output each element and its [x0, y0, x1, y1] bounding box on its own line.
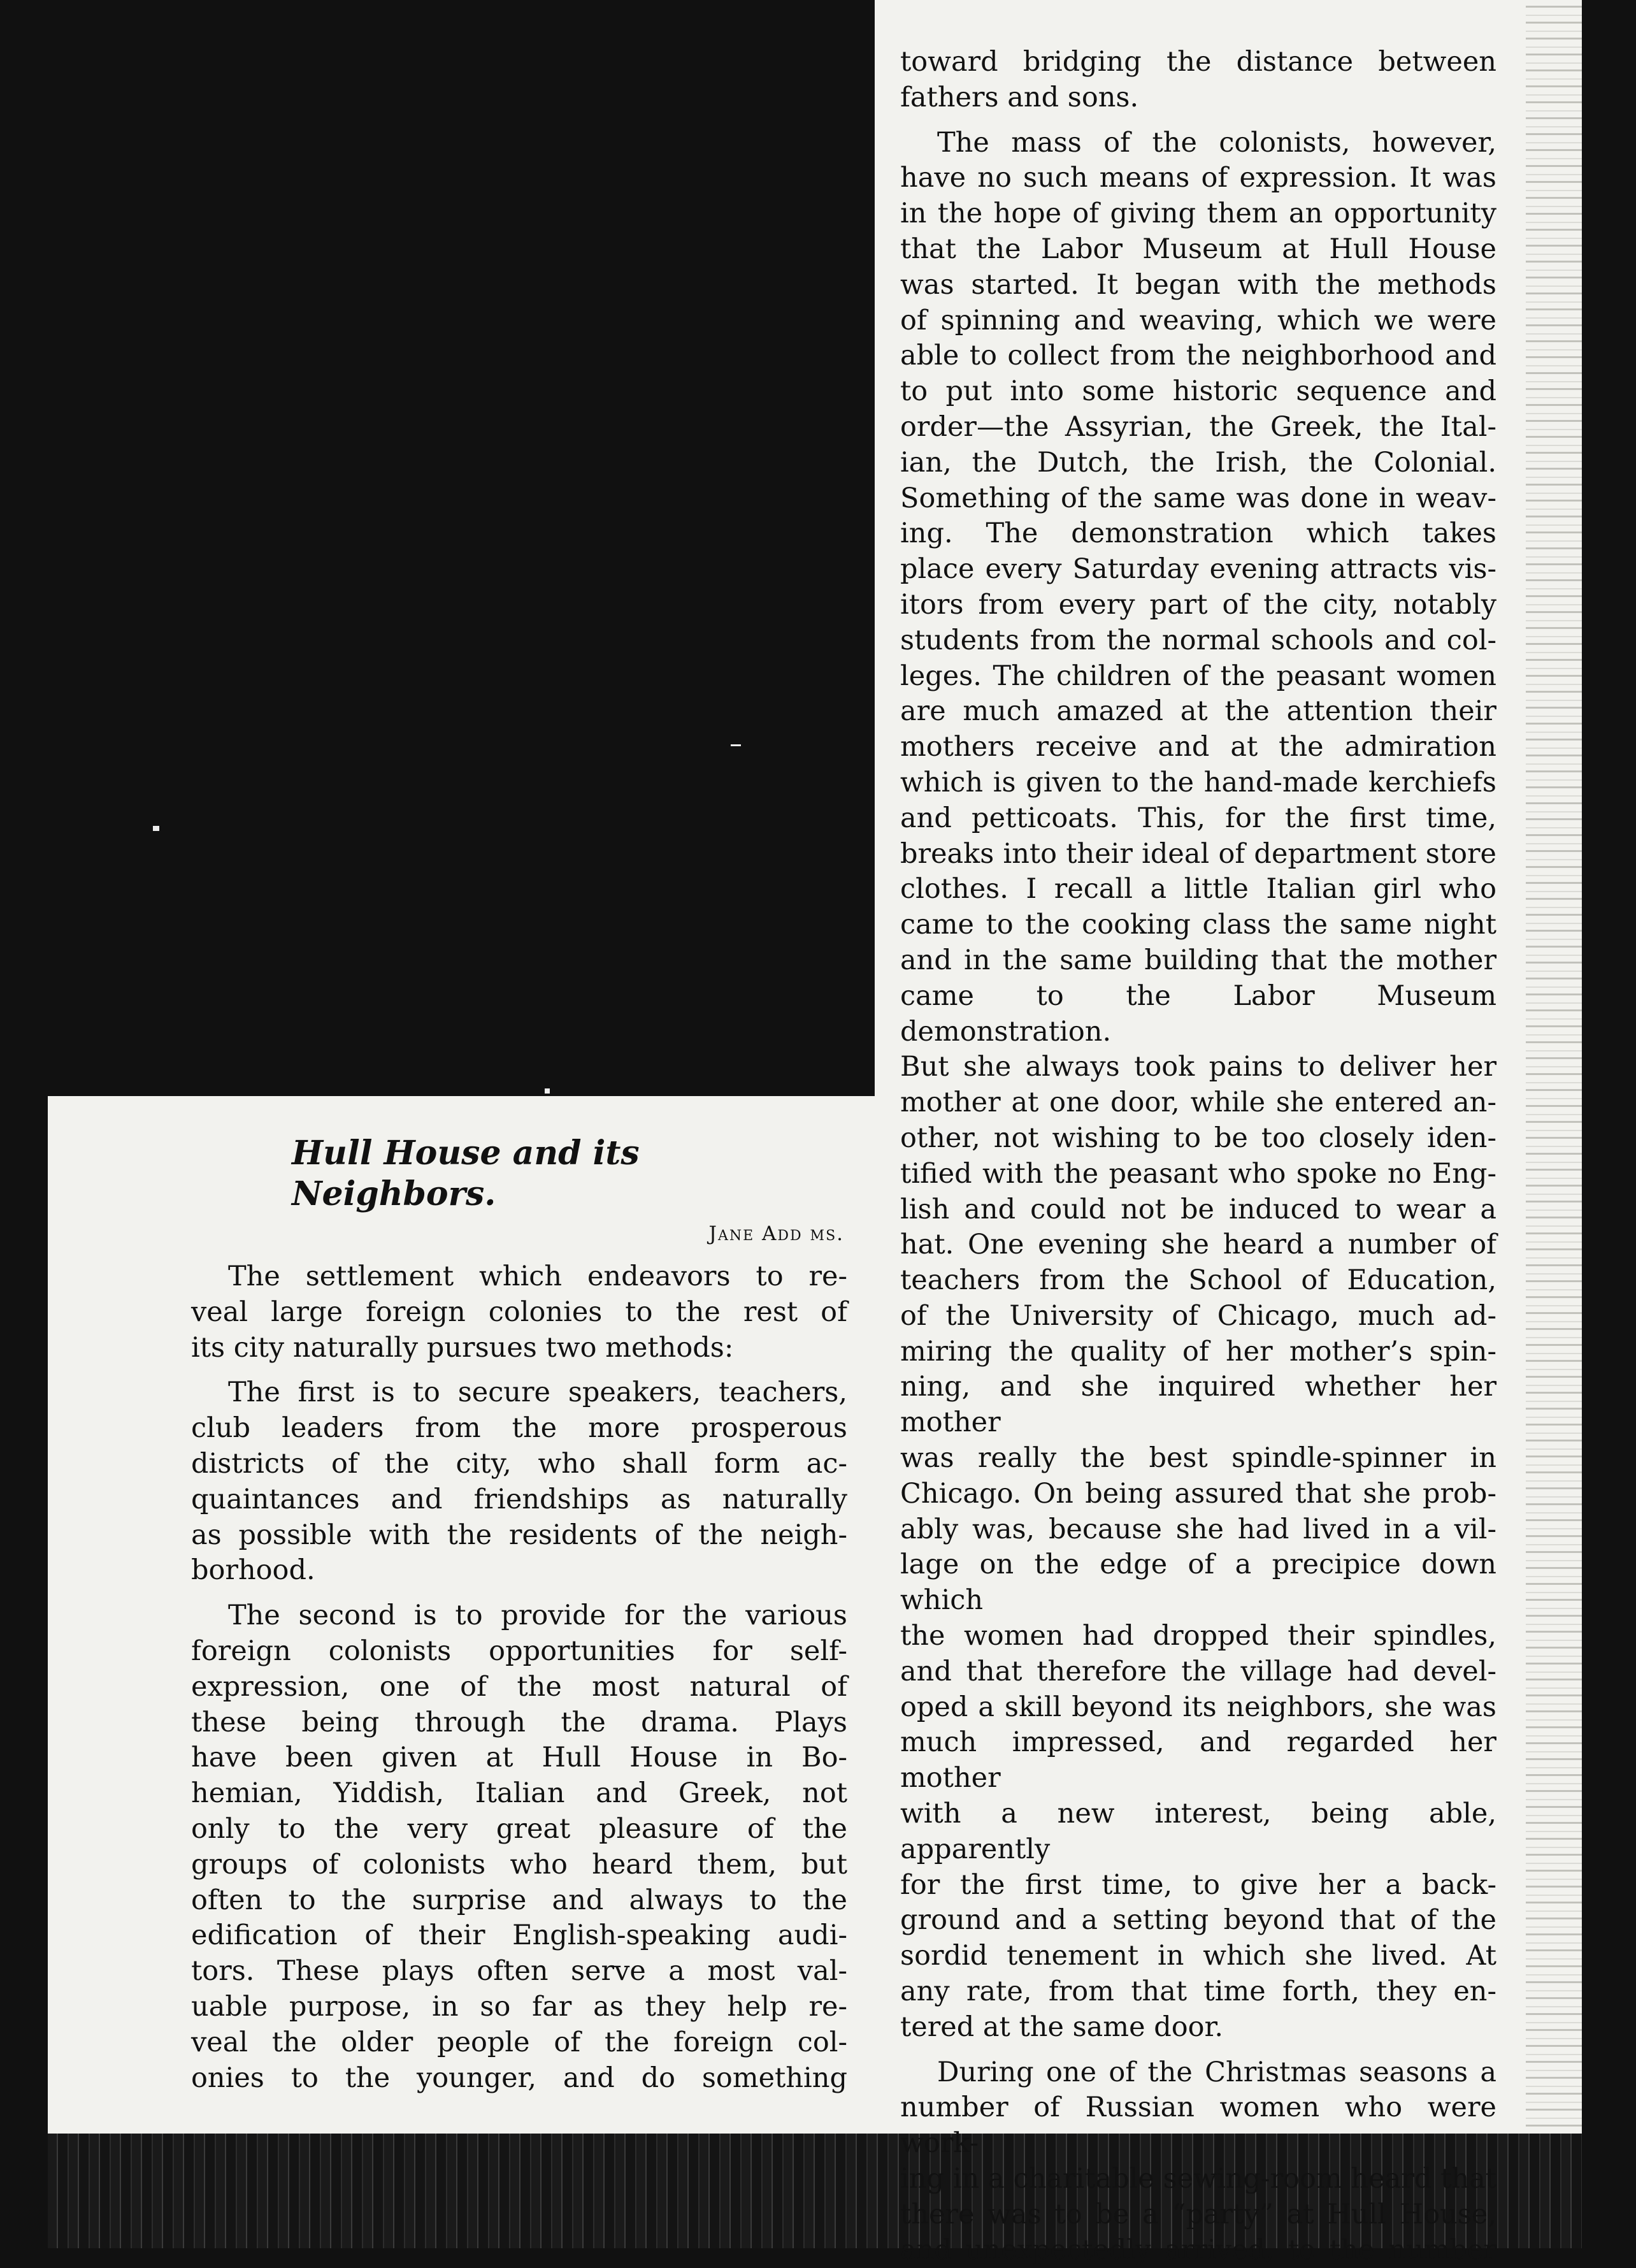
text-line: was started. It began with the methods: [900, 268, 1496, 301]
text-line: Chicago. On being assured that she prob-: [900, 1477, 1496, 1510]
text-line: students from the normal schools and col-: [900, 624, 1496, 656]
text-line: Something of the same was done in weav-: [900, 482, 1496, 514]
text-line: only to the very great pleasure of the: [191, 1812, 847, 1845]
text-line: foreign colonists opportunities for self-: [191, 1635, 847, 1667]
article-author: Jane Add ms.: [708, 1222, 844, 1245]
text-line: tified with the peasant who spoke no Eng-: [900, 1157, 1496, 1190]
text-line: which is given to the hand-made kerchiefs: [900, 766, 1496, 798]
text-line: and unexpectedly arrived, to the number: [900, 2234, 1496, 2266]
text-line: During one of the Christmas seasons a: [937, 2056, 1496, 2088]
text-line: tered at the same door.: [900, 2011, 1223, 2043]
text-line: and that therefore the village had devel-: [900, 1655, 1496, 1687]
left-column: [191, 1133, 847, 2096]
text-line: other, not wishing to be too closely iden-: [900, 1122, 1496, 1154]
text-line: and petticoats. This, for the first time,: [900, 802, 1496, 834]
text-line: the women had dropped their spindles,: [900, 1620, 1496, 1652]
text-line: place every Saturday evening attracts vis-: [900, 553, 1496, 586]
text-line: able to collect from the neighborhood and: [900, 340, 1496, 372]
text-line: ing in a charitable sewing-room heard that: [900, 2163, 1496, 2195]
text-line: oped a skill beyond its neighbors, she was: [900, 1691, 1496, 1723]
text-line: hat. One evening she heard a number of: [900, 1229, 1496, 1261]
text-line: club leaders from the more prosperous: [191, 1412, 847, 1445]
text-line: districts of the city, who shall form ac-: [191, 1447, 847, 1480]
text-line: fathers and sons.: [900, 81, 1139, 113]
text-line: breaks into their ideal of department store: [900, 837, 1496, 870]
text-line: lish and could not be induced to wear a: [900, 1193, 1496, 1225]
text-line: ably was, because she had lived in a vil-: [900, 1513, 1496, 1545]
text-line: veal large foreign colonies to the rest of: [191, 1296, 847, 1328]
text-line: its city naturally pursues two methods:: [191, 1331, 734, 1364]
text-line: The first is to secure speakers, teachers,: [228, 1376, 847, 1409]
text-line: toward bridging the distance between: [900, 46, 1496, 78]
text-line: hemian, Yiddish, Italian and Greek, not: [191, 1777, 847, 1810]
text-line: ian, the Dutch, the Irish, the Colonial.: [900, 446, 1496, 479]
text-line: ning, and she inquired whether her mother: [900, 1371, 1496, 1439]
text-line: quaintances and friendships as naturally: [191, 1483, 847, 1515]
article-title: Hull House and its Neighbors.: [292, 1134, 640, 1213]
text-line: itors from every part of the city, notably: [900, 588, 1496, 621]
text-line: number of Russian women who were work-: [900, 2091, 1496, 2160]
text-line: tors. These plays often serve a most val-: [191, 1955, 847, 1988]
text-line: there was to be a “party” at Hull House,: [900, 2198, 1496, 2230]
text-line: have no such means of expression. It was: [900, 162, 1496, 194]
text-line: borhood.: [191, 1554, 315, 1587]
text-line: in the hope of giving them an opportunity: [900, 198, 1496, 230]
right-column-body: [900, 45, 1496, 2268]
text-line: mothers receive and at the admiration: [900, 731, 1496, 763]
text-line: clothes. I recall a little Italian girl who: [900, 873, 1496, 906]
text-line: much impressed, and regarded her mother: [900, 1726, 1496, 1795]
text-line: to put into some historic sequence and: [900, 375, 1496, 408]
text-line: miring the quality of her mother’s spin-: [900, 1335, 1496, 1368]
text-line: any rate, from that time forth, they en-: [900, 1975, 1496, 2008]
text-line: order—the Assyrian, the Greek, the Ital-: [900, 410, 1496, 443]
text-line: uable purpose, in so far as they help re-: [191, 1990, 847, 2023]
dust-speck: [731, 744, 741, 746]
text-line: as possible with the residents of the neigh-: [191, 1519, 847, 1551]
text-line: But she always took pains to deliver her: [900, 1051, 1496, 1083]
text-line: these being through the drama. Plays: [191, 1706, 847, 1738]
text-line: and in the same building that the mother: [900, 944, 1496, 976]
text-line: teachers from the School of Education,: [900, 1264, 1496, 1297]
text-line: mother at one door, while she entered an-: [900, 1087, 1496, 1119]
text-line: The mass of the colonists, however,: [937, 126, 1496, 159]
text-line: have been given at Hull House in Bo-: [191, 1742, 847, 1774]
text-line: veal the older people of the foreign col-: [191, 2026, 847, 2058]
text-line: that the Labor Museum at Hull House: [900, 233, 1496, 265]
text-line: for the first time, to give her a back-: [900, 1868, 1496, 1901]
text-line: of the University of Chicago, much ad-: [900, 1299, 1496, 1332]
text-line: often to the surprise and always to the: [191, 1884, 847, 1916]
text-line: edification of their English-speaking audi-: [191, 1919, 847, 1952]
text-line: ing. The demonstration which takes: [900, 517, 1496, 550]
text-line: was really the best spindle-spinner in: [900, 1442, 1496, 1475]
text-line: came to the Labor Museum demonstration.: [900, 979, 1496, 1048]
text-line: The settlement which endeavors to re-: [228, 1260, 847, 1292]
text-line: onies to the younger, and do something: [191, 2062, 847, 2094]
text-line: with a new interest, being able, apparently: [900, 1798, 1496, 1865]
text-line: ground and a setting beyond that of the: [900, 1904, 1496, 1937]
text-line: groups of colonists who heard them, but: [191, 1848, 847, 1881]
text-line: are much amazed at the attention their: [900, 695, 1496, 728]
text-line: leges. The children of the peasant women: [900, 660, 1496, 692]
dust-speck: [153, 826, 159, 831]
text-line: sordid tenement in which she lived. At: [900, 1940, 1496, 1972]
left-column-body: [191, 1259, 847, 2096]
text-line: of spinning and weaving, which we were: [900, 304, 1496, 336]
right-column: [900, 45, 1496, 2268]
dust-speck: [545, 1088, 550, 1094]
text-line: The second is to provide for the various: [228, 1600, 847, 1632]
scan-edge-noise: [1526, 0, 1582, 2134]
text-line: lage on the edge of a precipice down which: [900, 1549, 1496, 1617]
text-line: came to the cooking class the same night: [900, 909, 1496, 941]
text-line: expression, one of the most natural of: [191, 1670, 847, 1703]
